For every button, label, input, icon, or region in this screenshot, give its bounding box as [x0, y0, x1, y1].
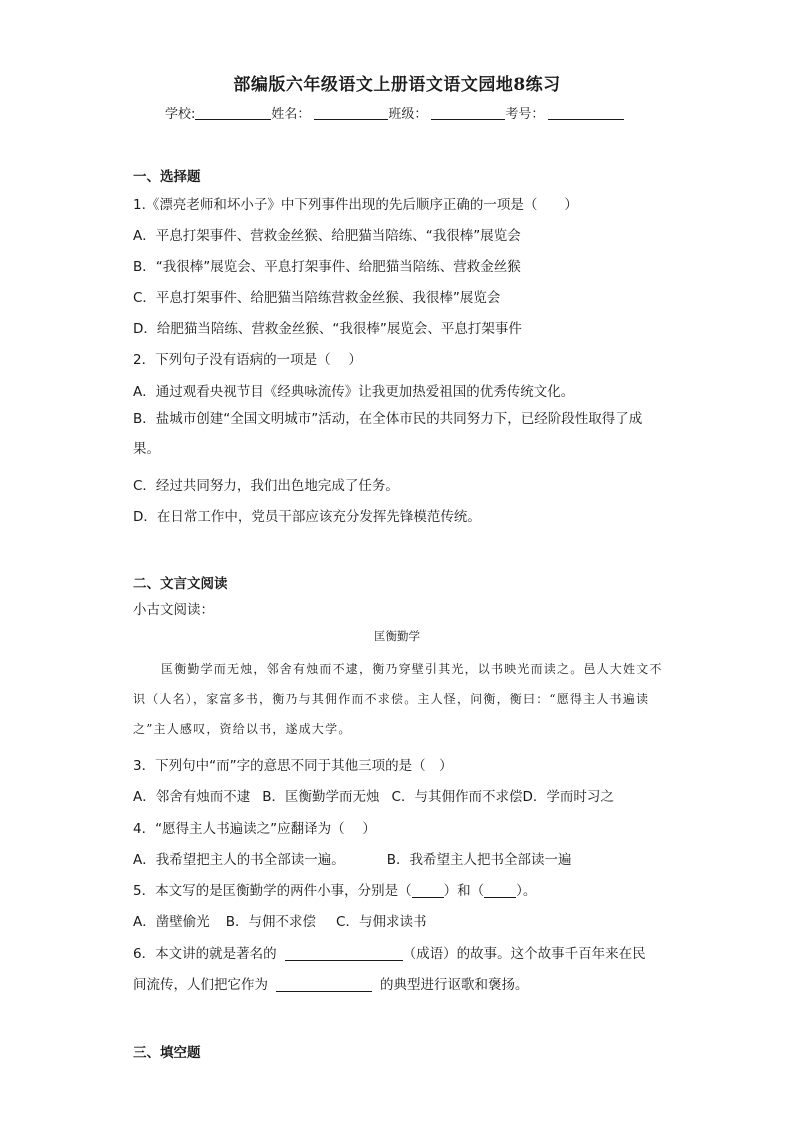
section-title-fill: 三、填空题	[133, 1045, 201, 1061]
name-blank[interactable]	[314, 106, 388, 120]
class-blank[interactable]	[431, 106, 505, 120]
q5-stem-start: 5．本文写的是匡衡勤学的两件小事，分别是（	[133, 883, 412, 899]
q5-blank-1[interactable]	[412, 883, 444, 898]
q4-option-b[interactable]: B．我希望主人把书全部读一遍	[386, 852, 572, 868]
q5-option-a[interactable]: A．凿壁偷光	[133, 914, 210, 930]
q5-stem	[133, 879, 536, 899]
section-title-classical: 二、文言文阅读	[133, 576, 228, 592]
q2-option-a[interactable]: A．通过观看央视节目《经典咏流传》让我更加热爱祖国的优秀传统文化。	[133, 384, 575, 400]
q1-stem: 1.《漂亮老师和坏小子》中下列事件出现的先后顺序正确的一项是（ ）	[133, 197, 578, 213]
q6-text-end: 的典型进行讴歌和褒扬。	[380, 977, 529, 993]
q1-option-d[interactable]: D．给肥猫当陪练、营救金丝猴、“我很棒”展览会、平息打架事件	[133, 321, 522, 337]
q2-option-b[interactable]: B．盐城市创建“全国文明城市”活动，在全体市民的共同努力下，已经阶段性取得了成果。	[133, 411, 643, 457]
q6-text-start: 6．本文讲的就是著名的	[133, 946, 277, 962]
passage-text: 匡衡勤学而无烛，邻舍有烛而不逮，衡乃穿壁引其光，以书映光而读之。邑人大姓文不识（人名），家富多书，衡乃与其佣作而不求偿。主人怪，问衡，衡曰：“愿得主人书遍读之”主人感叹，资给以书，遂成大学。	[133, 662, 663, 736]
q1-option-b[interactable]: B．“我很棒”展览会、平息打架事件、给肥猫当陪练、营救金丝猴	[133, 259, 521, 275]
q3-option-c[interactable]: C．与其佣作而不求偿	[391, 789, 523, 805]
q6-line-2	[133, 973, 529, 993]
q4-stem: 4．“愿得主人书遍读之”应翻译为（ ）	[133, 821, 376, 837]
number-blank[interactable]	[548, 106, 624, 120]
q3-option-d[interactable]: D．学而时习之	[522, 789, 614, 805]
q6-blank-1[interactable]	[285, 946, 403, 961]
q3-option-b[interactable]: B．匡衡勤学而无烛	[262, 789, 380, 805]
section-title-choice: 一、选择题	[133, 169, 201, 185]
school-blank[interactable]	[195, 106, 271, 120]
q5-stem-end: ）。	[516, 883, 537, 899]
number-label: 考号：	[505, 107, 545, 122]
q4-options	[133, 848, 572, 868]
page-title: 部编版六年级语文上册语文语文园地8练习	[233, 75, 561, 95]
name-label: 姓名：	[271, 107, 311, 122]
q6-blank-2[interactable]	[276, 977, 372, 992]
q6-text-middle: （成语）的故事。这个故事千百年来在民	[402, 946, 646, 962]
q3-stem: 3．下列句中“而”字的意思不同于其他三项的是（ ）	[133, 758, 453, 774]
q6-line-1	[133, 942, 646, 962]
q1-option-c[interactable]: C．平息打架事件、给肥猫当陪练营救金丝猴、我很棒”展览会	[133, 290, 501, 306]
q3-options	[133, 785, 614, 805]
student-info-line	[165, 103, 624, 122]
reading-intro: 小古文阅读：	[133, 602, 214, 618]
q2-option-c[interactable]: C．经过共同努力，我们出色地完成了任务。	[133, 478, 399, 494]
q5-blank-2[interactable]	[484, 883, 516, 898]
q3-option-a[interactable]: A．邻舍有烛而不逮	[133, 789, 251, 805]
q2-option-d[interactable]: D．在日常工作中，党员干部应该充分发挥先锋模范传统。	[133, 509, 481, 525]
passage-title: 匡衡勤学	[374, 629, 420, 643]
q5-stem-middle: ）和（	[443, 883, 485, 899]
q4-option-a[interactable]: A．我希望把主人的书全部读一遍。	[133, 852, 345, 868]
q1-option-a[interactable]: A．平息打架事件、营救金丝猴、给肥猫当陪练、“我很棒”展览会	[133, 228, 521, 244]
q5-option-b[interactable]: B．与佣不求偿	[225, 914, 317, 930]
q2-stem: 2．下列句子没有语病的一项是（ ）	[133, 352, 362, 368]
q5-option-c[interactable]: C．与佣求读书	[336, 914, 427, 930]
q6-text-line2-start: 间流传，人们把它作为	[133, 977, 268, 993]
class-label: 班级：	[388, 107, 428, 122]
q5-options	[133, 910, 426, 930]
school-label: 学校:	[165, 107, 196, 122]
